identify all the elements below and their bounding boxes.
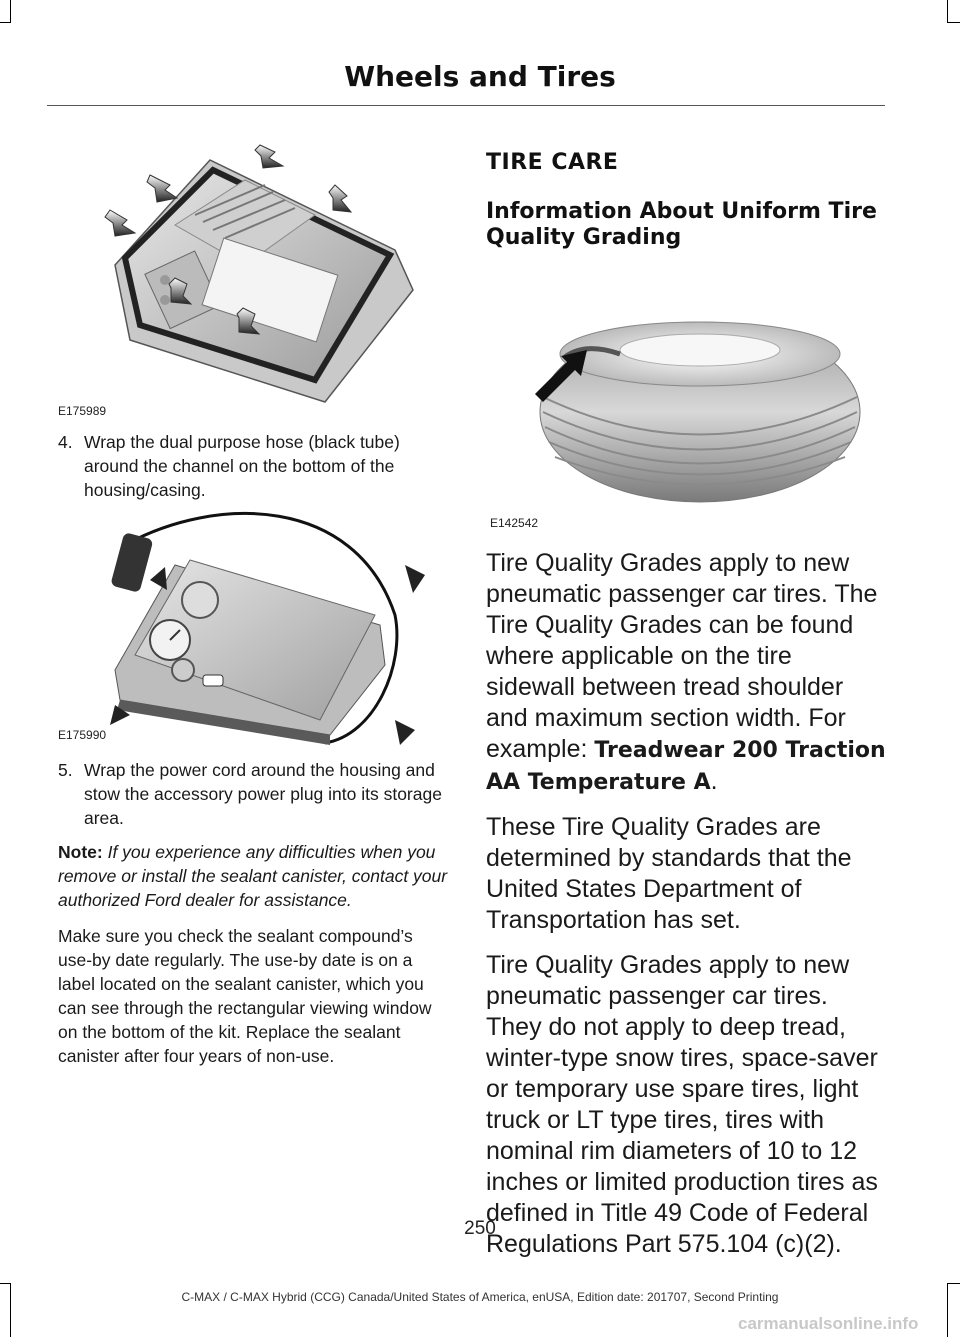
sealant-paragraph: Make sure you check the sealant compound’s use-by date regularly. The use-by date is on a label located on the sealant canister, which you can see through the rectangular viewing window on the bottom of the kit. Replace the sealant canister after four years of non-use.: [58, 926, 432, 1066]
tire-grades-paragraph-2: These Tire Quality Grades are determined by standards that the United States Department of Transportation has set.: [486, 813, 852, 934]
note: [58, 840, 450, 912]
figure-code-3: E142542: [490, 516, 539, 530]
crop-mark-bottom-left-h: [0, 1283, 11, 1284]
step-5-text: Wrap the power cord around the housing and stow the accessory power plug into its storage area.: [84, 760, 442, 828]
p1-text: Tire Quality Grades apply to new pneumatic passenger car tires. The Tire Quality Grades can be found where applicable on the tire sidewall between tread shoulder and maximum section width. For example:: [486, 549, 878, 763]
crop-mark-top-right-v: [947, 0, 948, 22]
crop-mark-top-left-h: [0, 22, 11, 23]
step-5: [58, 758, 450, 830]
figure-tire: [525, 312, 865, 507]
header-rule: [47, 105, 885, 106]
crop-mark-top-right-h: [947, 22, 960, 23]
tire-grades-paragraph-3: Tire Quality Grades apply to new pneumatic passenger car tires. They do not apply to deep tread, winter-type snow tires, space-saver or temporary use spare tires, light truck or LT type tires, tires with nominal rim diameters of 10 to 12 inches or limited production tires as defined in Title 49 Code of Federal Regulations Part 575.104 (c)(2).: [486, 951, 878, 1258]
figure-compressor-cord: [95, 505, 445, 750]
step-5-number: 5.: [58, 760, 73, 780]
p1-end: .: [710, 767, 718, 795]
subsection-heading: Information About Uniform Tire Quality Grading: [486, 199, 877, 250]
note-label: Note:: [58, 842, 103, 862]
note-text: If you experience any difficulties when you remove or install the sealant canister, contact your authorized Ford dealer for assistance.: [58, 842, 448, 910]
step-4-text: Wrap the dual purpose hose (black tube) around the channel on the bottom of the housing/casing.: [84, 432, 400, 500]
watermark: carmanualsonline.info: [738, 1314, 919, 1333]
tire-grades-paragraph-1: [486, 548, 886, 798]
section-heading: TIRE CARE: [486, 150, 619, 175]
crop-mark-top-left-v: [10, 0, 11, 22]
figure-code-1: E175989: [58, 404, 107, 418]
figure-housing-bottom: [95, 140, 430, 410]
step-4: [58, 430, 450, 502]
footer-edition: C-MAX / C-MAX Hybrid (CCG) Canada/United States of America, enUSA, Edition date: 201707, Second Printing: [181, 1290, 779, 1304]
page-number: 250: [464, 1218, 496, 1239]
page-header-title: Wheels and Tires: [344, 60, 616, 93]
p1-bold-example: Treadwear 200 Traction AA Temperature A: [486, 738, 886, 795]
step-4-number: 4.: [58, 432, 73, 452]
crop-mark-bottom-right-h: [947, 1283, 960, 1284]
figure-code-2: E175990: [58, 728, 107, 742]
